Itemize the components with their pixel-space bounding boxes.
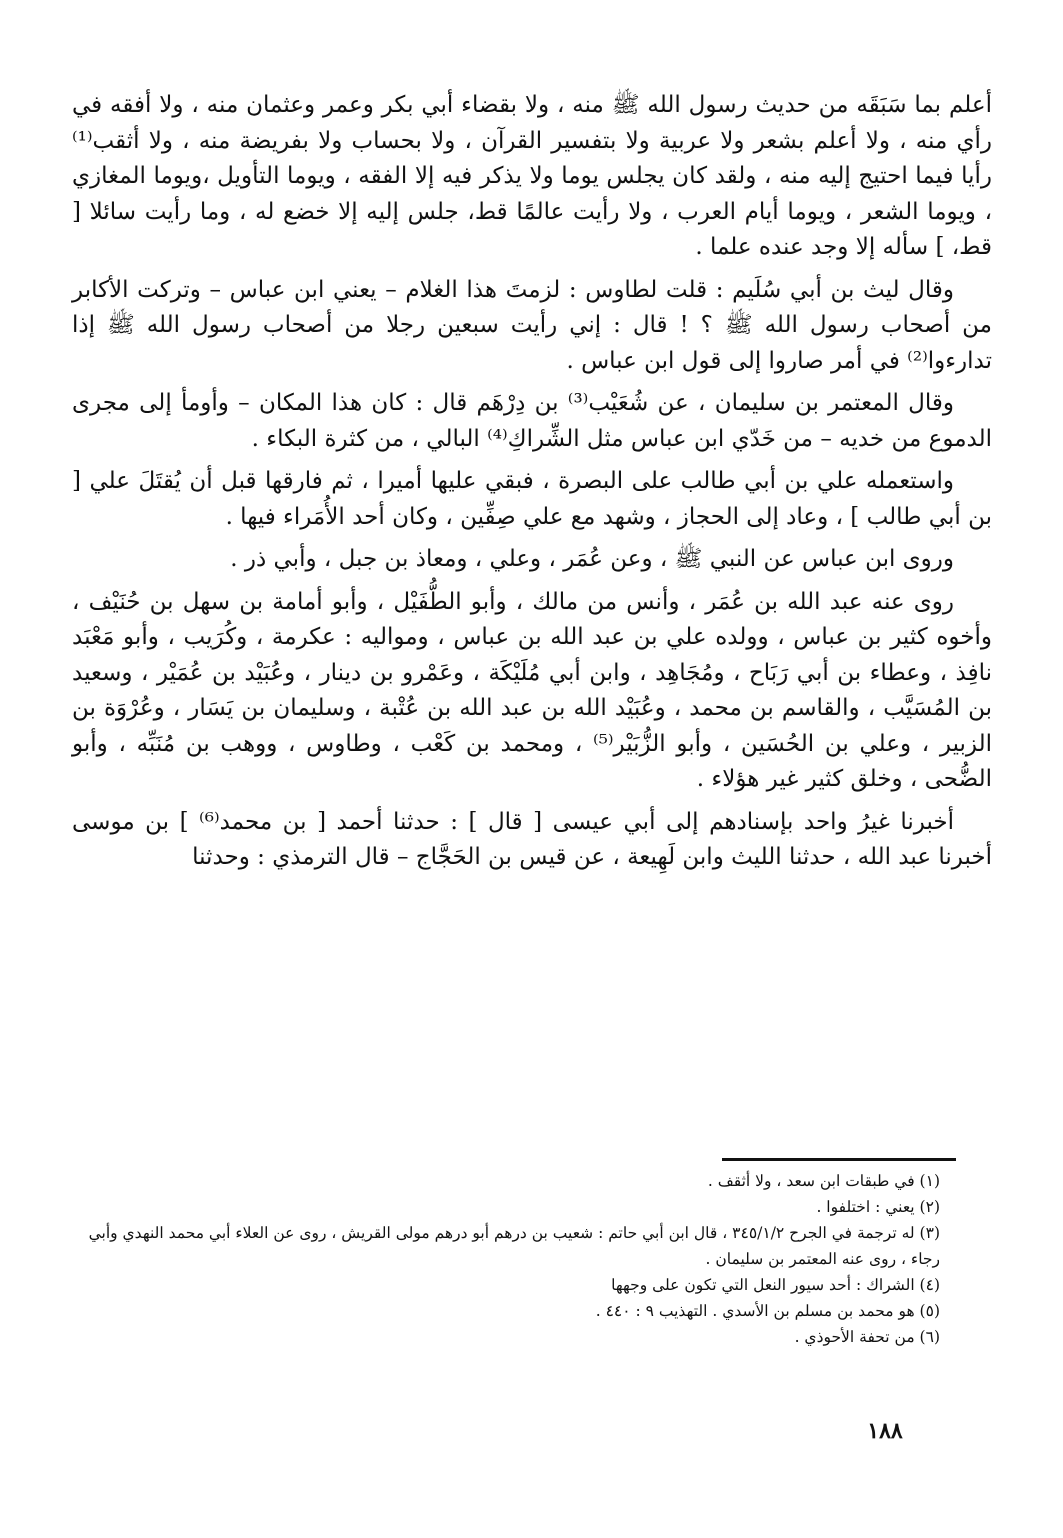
paragraph-ibn-abbas-knowledge: أعلم بما سَبَقَه من حديث رسول الله ﷺ منه ، ولا بقضاء أبي بكر وعمر وعثمان منه ، ولا أفقه في رأي منه ، ولا أعلم بشعر ولا عربية ولا بتفسير القرآن ، ولا بحساب ولا بفريضة منه ، ولا أثقب⁽¹⁾ رأيا فيما احتيج إليه منه ، ولقد كان يجلس يوما ولا يذكر فيه إلا الفقه ، ويوما التأويل ،ويوما المغازي ، ويوما الشعر ، ويوما أيام العرب ، ولا رأيت عالمًا قط، جلس إليه إلا خضع له ، وما رأيت سائلا [ قط، ] سأله إلا وجد عنده علما .: [72, 92, 992, 260]
paragraph-layth-tawus: وقال ليث بن أبي سُلَيم : قلت لطاوس : لزمتَ هذا الغلام – يعني ابن عباس – وتركت الأكابر من أصحاب رسول الله ﷺ ؟ ! قال : إني رأيت سبعين رجلا من أصحاب رسول الله ﷺ إذا تدارءوا⁽²⁾ في أمر صاروا إلى قول ابن عباس .: [72, 276, 992, 374]
main-text: [72, 88, 992, 883]
page-number: ١٨٨: [867, 1418, 903, 1444]
paragraph-narrators-list: روى عنه عبد الله بن عُمَر ، وأنس من مالك ، وأبو الطُّفَيْل ، وأبو أمامة بن سهل بن حُنَيْف ، وأخوه كثير بن عباس ، وولده علي بن عبد الله بن عباس ، ومواليه : عكرمة ، وكُرَيب ، وأبو مَعْبَد نافِذ ، وعطاء بن أبي رَبَاح ، ومُجَاهِد ، وابن أبي مُلَيْكَة ، وعَمْرو بن دينار ، وعُبَيْد بن عُمَيْر ، وسعيد بن المُسَيَّب ، والقاسم بن محمد ، وعُبَيْد الله بن عبد الله بن عُتْبة ، وسليمان بن يَسَار ، وعُرْوَة بن الزبير ، وعلي بن الحُسَين ، وأبو الزُّبَيْر⁽⁵⁾ ، ومحمد بن كَعْب ، وطاوس ، ووهب بن مُنَبِّه ، وأبو الضُّحى ، وخلق كثير غير هؤلاء .: [72, 588, 992, 792]
paragraph-basra-governor: واستعمله علي بن أبي طالب على البصرة ، فبقي عليها أميرا ، ثم فارقها قبل أن يُقتَلَ علي [ بن أبي طالب ] ، وعاد إلى الحجاز ، وشهد مع علي صِفِّين ، وكان أحد الأُمَراء فيها .: [72, 468, 992, 530]
footnote-divider: [722, 1158, 956, 1161]
paragraph-narrated-from: وروى ابن عباس عن النبي ﷺ ، وعن عُمَر ، وعلي ، ومعاذ بن جبل ، وأبي ذر .: [230, 546, 954, 572]
footnote-4: (٤) الشراك : أحد سيور النعل التي تكون على وجهها: [611, 1276, 940, 1294]
footnote-2: (٢) يعني : اختلفوا .: [816, 1198, 940, 1216]
footnote-1: (١) في طبقات ابن سعد ، ولا أثقف .: [707, 1172, 940, 1190]
footnotes: [60, 1168, 940, 1350]
paragraph-mutamir-weeping: وقال المعتمر بن سليمان ، عن شُعَيْب⁽³⁾ بن دِرْهَم قال : كان هذا المكان – وأومأ إلى مجرى الدموع من خديه – من خَدّي ابن عباس مثل الشِّراكِ⁽⁴⁾ البالي ، من كثرة البكاء .: [72, 390, 992, 452]
paragraph-isnad: أخبرنا غيرُ واحد بإسنادهم إلى أبي عيسى [ قال ] : حدثنا أحمد [ بن محمد⁽⁶⁾ ] بن موسى أخبرنا عبد الله ، حدثنا الليث وابن لَهِيعة ، عن قيس بن الحَجَّاج – قال الترمذي : وحدثنا: [72, 808, 992, 870]
footnote-5: (٥) هو محمد بن مسلم بن الأسدي . التهذيب ٩ : ٤٤٠ .: [595, 1302, 940, 1320]
footnote-6: (٦) من تحفة الأحوذي .: [794, 1328, 940, 1346]
footnote-3: (٣) له ترجمة في الجرح ٣٤٥/١/٢ ، قال ابن أبي حاتم : شعيب بن درهم أبو درهم مولى القريش ، روى عن العلاء أبي محمد النهدي وأبي رجاء ، روى عنه المعتمر بن سليمان .: [88, 1224, 940, 1268]
